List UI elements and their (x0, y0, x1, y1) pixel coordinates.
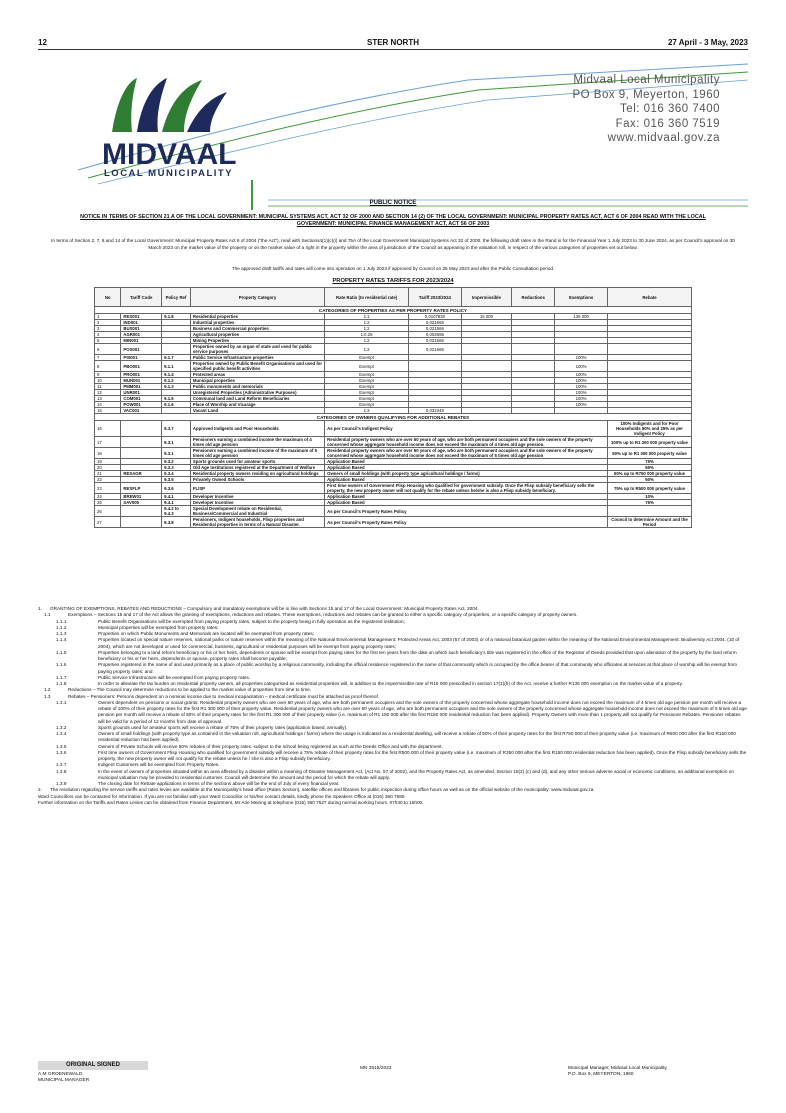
table-cell: 4 (95, 332, 121, 338)
table-cell: 50% up to R750 000 property value (608, 471, 692, 477)
table-cell: 0,021566 (409, 320, 462, 326)
column-header: Impermissible (461, 288, 511, 307)
paragraph-number: 1.1.2 (56, 624, 67, 630)
newspaper-header (38, 36, 748, 50)
table-cell: BREW01 (121, 494, 162, 500)
body-paragraph (38, 769, 748, 782)
table-cell: 9.3.8 (162, 517, 191, 528)
table-row (95, 361, 692, 372)
category-label: CATEGORIES OF PROPERTIES AS PER PROPERTY RATES POLICY (95, 307, 692, 314)
paragraph-number: 1.3.1 (56, 699, 67, 705)
table-cell: Mining Properties (190, 338, 324, 344)
table-cell: 9.1.8 (162, 314, 191, 320)
category-row (95, 307, 692, 314)
notice-heading: NOTICE IN TERMS OF SECTION 21 A OF THE LOCAL GOVERNMENT: MUNICIPAL SYSTEMS ACT, ACT 32 OF 2000 AND SECTION 14 (2) OF THE LOCAL GOVERNMENT: MUNICIPAL PROPERTY RATES ACT, ACT 6 OF 2004 READ WITH THE LOCAL GOVERNMENT: MUNICIPAL FINANCE MANAGEMENT ACT, ACT 56 OF 2003 (80, 214, 706, 228)
table-cell: 9.4.2 to 9.4.3 (162, 506, 191, 517)
paragraph-text: Public Service Infrastructure will be exempted from paying property rates. (98, 674, 251, 680)
table-cell: 9.1.6 (162, 402, 191, 408)
paragraph-number: 1.1.5 (56, 649, 67, 655)
paragraph-number: 1.3.7 (56, 762, 67, 768)
paragraph-number: 1.1.7 (56, 674, 67, 680)
table-cell: MUN001 (121, 378, 162, 384)
category-label: CATEGORIES OF OWNERS QUALIFYING FOR ADDITIONAL REBATES (95, 414, 692, 421)
column-header: Property Category (190, 288, 324, 307)
table-cell: 19 (95, 459, 121, 465)
table-cell: 3 (95, 326, 121, 332)
table-cell (409, 361, 462, 372)
table-cell: 20 (95, 465, 121, 471)
table-cell: 16 (95, 421, 121, 437)
paragraph-text: The resolution regarding the service tariffs and rates levies are available at the Municipality's head office (Rates Section), satellite offices and libraries for public inspection during office hours as well as on the official website of the municipality: www.midvaal.gov.za. (50, 787, 595, 793)
paragraph-number: 1.1.6 (56, 662, 67, 668)
table-cell: RESAGR (121, 471, 162, 477)
table-cell: 0,021566 (409, 326, 462, 332)
table-cell (608, 506, 692, 517)
table-cell: 9.3.1 (162, 437, 191, 448)
table-cell: POS001 (121, 344, 162, 355)
table-cell: Agricultural properties (190, 332, 324, 338)
paragraph-text: Owners dependent on pensions or social grants: Residential property owners who are over 60 years of age, who are both permanent occupiers and the sole owners of the property concerned whose aggregate household income does not exceed the maximum of 4 times old age pension per month will receive a rebate of 100% of their property rates for the first R1 300 000 of their property value. Residential property owners who are over 60 years of age, who are both permanent occupiers and the sole owners of the property concerned whose aggregate household income does not exceed the maximum of 5 times old age pension per month will receive a rebate of 50% of their property rates for the first R1 300 000 of their property value (i.e. maximum of R1 150 000 after the first R150 000 residential reduction has been applied). Property Owners with more than 1 property will not qualify for Pensioner Rebates. Pensioner rebates will be valid for a period of 12 months from date of approval. (98, 699, 747, 724)
table-cell: 27 (95, 517, 121, 528)
table-cell (608, 344, 692, 355)
logo-mark-icon (92, 70, 262, 190)
table-row (95, 421, 692, 437)
table-cell: 9.3.2 (162, 459, 191, 465)
table-cell: UNR001 (121, 390, 162, 396)
signer (38, 1072, 89, 1084)
paragraph-text: In the event of owners of properties situated within an area affected by a disaster within a meaning of Disaster Management Act, (Act No. 57 of 2002), and the Property Rates Act, as amended, Section 15(2) (c) and (d), and any other serious adverse social or economic conditions, an additional exemption on municipal valuation may be provided to residential customer. Council will determine the amount and the period for which the rebate will apply. (98, 768, 734, 780)
column-header: Reductions (512, 288, 555, 307)
table-cell: AGR001 (121, 332, 162, 338)
table-cell: COM001 (121, 396, 162, 402)
column-header: Rate Ratio (to residential rate) (325, 288, 409, 307)
table-cell: 9.4.1 (162, 500, 191, 506)
paragraph-number: 1.1.3 (56, 631, 67, 636)
table-cell: 8 (95, 361, 121, 372)
column-header: Exemptions (555, 288, 608, 307)
paragraph-number: 1.3.2 (56, 724, 67, 730)
paragraph-text: Exemptions – Sections 15 and 17 of the Act allows the granting of exemptions, reductions and rebates. These exemptions, reductions and rebates can be granted to either a specific category of properties, or a specific category of property owners. (68, 612, 578, 618)
table-cell: 9.3.1 (162, 448, 191, 459)
table-cell: As per Council's Indigent Policy (325, 421, 608, 437)
municipality-address (572, 73, 720, 146)
table-cell: 100% up to R1 300 000 property value (608, 437, 692, 448)
table-body (95, 307, 692, 528)
table-cell: 0,021566 (409, 338, 462, 344)
rates-table (94, 287, 692, 528)
table-cell: 0,032349 (409, 408, 462, 414)
table-cell: 9.3.3 (162, 465, 191, 471)
table-cell: 5 (95, 338, 121, 344)
column-header: Policy Ref (162, 288, 191, 307)
table-cell: PSI001 (121, 355, 162, 361)
table-cell: Application Based (325, 494, 608, 500)
table-cell: Application Based (325, 459, 608, 465)
table-cell: First time owners of Government Flisp Housing who qualified for government subsidy. Once the Flisp subsidy beneficiary sells the property, the new property owner will not qualify for the rebate unless he/she is also a Flisp subsidy beneficiary. (325, 483, 608, 494)
table-cell: Application Based (325, 477, 608, 483)
table-cell (121, 517, 162, 528)
paragraph-text: First time owners of Government Flisp Housing who qualified for government subsidy will receive a 75% rebate of their property rates for the first R500 000 of their property value (i.e. maximum of R350 000 after the first R150 000 residential reduction has been applied). Once the Flisp subsidy beneficiary sells the property, the new property owner will not qualify for the rebate unless he / she is also a Flisp subsidy beneficiary. (98, 749, 747, 761)
table-cell: 9.1.4 (162, 372, 191, 378)
body-paragraph (38, 637, 748, 650)
page-number: 12 (38, 38, 47, 47)
body-paragraph (38, 700, 748, 725)
table-cell: Pensioners earning a combined income the maximum of 4 times old age pension (190, 437, 324, 448)
municipality-logo (92, 70, 262, 190)
table-row (95, 448, 692, 459)
table-cell: 10 (95, 378, 121, 384)
paragraph-number: 1.3.4 (56, 731, 67, 736)
table-cell: 6 (95, 344, 121, 355)
table-cell: 9.1.3 (162, 384, 191, 390)
table-cell: BUS001 (121, 326, 162, 332)
table-cell (608, 361, 692, 372)
address-line: www.midvaal.gov.za (607, 132, 720, 144)
paragraph-text: Properties located on special nature reserves, national parks or nature reserves within the meaning of the National Environmental Management: Protected Areas Act, 2003 (57 of 2003) or of a national botanical garden within the meaning of the National Environmental Management: Biodiversity Act 2004, (10 of 2004), which are not developed or used for commercial, business, agricultural or residential purposes will be exempt from paying property rates; (98, 637, 740, 649)
paragraph-text: Reductions – The Council may determine reductions to be applied to the market value of properties from time to time. (68, 687, 312, 693)
table-cell: Residential properties (190, 314, 324, 320)
table-cell: Properties owned by Public Benefit Organisations and used for specified public benefit activities (190, 361, 324, 372)
table-cell: Business and Commercial properties (190, 326, 324, 332)
paragraph-text: Indigent Customers will be exempted from Property Rates. (98, 762, 220, 768)
table-row (95, 344, 692, 355)
table-cell: 1:1 (325, 314, 409, 320)
paragraph-number: 1.1.4 (56, 637, 67, 643)
table-cell: FLISP (190, 483, 324, 494)
paragraph-text: In order to alleviate the tax burden on residential property owners, all properties categorised as residential properties will, in addition to the impermissible rate of R15 000 prescribed in section 17(1)(h) of the Act, receive a further R135 000 exemption on the market value of a property. (98, 681, 683, 686)
signer-title: MUNICIPAL MANAGER (38, 1078, 90, 1083)
table-cell: 12 (95, 390, 121, 396)
table-cell: 11 (95, 384, 121, 390)
table-cell: 9.4.1 (162, 494, 191, 500)
table-cell: 75% (608, 500, 692, 506)
paragraph-number: 1.1 (44, 612, 51, 618)
table-cell: PBO001 (121, 361, 162, 372)
table-cell: 1:2 (325, 344, 409, 355)
table-cell: 135 000 (555, 314, 608, 320)
table-cell: Application Based (325, 500, 608, 506)
table-cell: SAV005 (121, 500, 162, 506)
table-cell: RES001 (121, 314, 162, 320)
paragraph-text: Owners of Private Schools will receive 50% rebates of their property rates, subject to the school being registered as such at the Deeds Office and with the department. (98, 743, 443, 749)
table-cell (512, 344, 555, 355)
paragraph-text: Properties registered in the name of and used primarily as a place of public worship by a religious community, including the official residence registered in the name of that community which is occupied by the office bearer of that community who officiates at services at that place of worship will be exempt from paying property rates; and (98, 662, 738, 674)
mm-line: Municipal Manager, Midvaal Local Municipality, (568, 1066, 668, 1071)
table-cell (121, 421, 162, 437)
table-cell: MIN001 (121, 338, 162, 344)
table-cell: 50% (608, 477, 692, 483)
column-header: Rebate (608, 288, 692, 307)
table-cell: Developer Incentive (190, 494, 324, 500)
table-cell: Properties owned by an organ of state and used for public service purposes (190, 344, 324, 355)
table-cell: 9.3.5 (162, 477, 191, 483)
table-cell: Application Based (325, 465, 608, 471)
table-cell: 1:0.25 (325, 332, 409, 338)
table-cell: 50% up to R1 300 000 property value (608, 448, 692, 459)
table-cell: 100% (555, 372, 608, 378)
paragraph-number: 1.3.8 (56, 768, 67, 774)
body-paragraph (38, 662, 748, 675)
table-cell: Owners of small holdings (with property type agricultural holdings / farms) (325, 471, 608, 477)
paragraph-number: 1.3.9 (56, 781, 67, 786)
table-cell: IND001 (121, 320, 162, 326)
paragraph-number: 1.1.8 (56, 681, 67, 686)
table-cell: 17 (95, 437, 121, 448)
table-cell: 75% up to R500 000 property value (608, 483, 692, 494)
table-cell: Special Development rebate on Residential, Business/Commercial and Industrial (190, 506, 324, 517)
table-cell: 13 (95, 396, 121, 402)
paragraph-text: Public Benefit Organisations will be exempted from paying property rates, subject to the property being in fully operation as the registered institution; (98, 618, 405, 624)
table-row (95, 506, 692, 517)
mm-line: P.O. Box 9, MEYERTON, 1960 (568, 1072, 634, 1077)
table-cell: 100% (555, 355, 608, 361)
table-cell: 2 (95, 320, 121, 326)
paragraph-number: 1. (38, 606, 42, 611)
table-cell: 65% (608, 465, 692, 471)
table-cell: 15 000 (461, 314, 511, 320)
table-cell: 15 (95, 408, 121, 414)
paragraph-text: Municipal properties will be exempted from property rates; (98, 624, 219, 630)
intro-paragraph: In terms of Section 2, 7, 8 and 14 of the Local Government: Municipal Property Rates Act 6 of 2004 ("the Act"), read with Sections4(1)(c)(i) and 75A of the Local Government Municipal Systems Act 32 of 2000, the following draft rates in the Rand is for the Financial Year 1 July 2023 to 30 June 2024, as per Council's approval on 30 March 2023 on the market value of the property or on the market value of a right in the property within the area of jurisdiction of the Council as appearing in the valuation roll, in respect of the various categories of properties set out below. (51, 238, 735, 250)
table-header-row (95, 288, 692, 307)
table-cell: Protected areas (190, 372, 324, 378)
contact-line: Ward Councillors can be contacted for information. If you are not familiar with your Ward Councillor or his/her contact details, kindly phone the Speakers Office at (016) 360 7680. (38, 793, 406, 799)
paragraph-text: Sports grounds used for amateur sports will receive a rebate of 75% of their property rates (application based, annually). (98, 724, 348, 730)
table-cell: Developer Incentive (190, 500, 324, 506)
table-cell: 10% (608, 494, 692, 500)
paragraph-number: 1.3.6 (56, 749, 67, 755)
table-cell: Pensioners earning a combined income of the maximum of 5 times old age pension (190, 448, 324, 459)
notice-title: PUBLIC NOTICE (369, 200, 417, 206)
paragraph-number: 1.3 (44, 693, 51, 699)
table-cell: 25 (95, 500, 121, 506)
paragraph-number: 2. (38, 787, 42, 793)
table-cell: 7 (95, 355, 121, 361)
table-cell: Approved Indigents and Poor Households (190, 421, 324, 437)
address-line: Midvaal Local Municipality (573, 74, 720, 86)
table-cell: Council to determine Amount and the Period (608, 517, 692, 528)
table-title: PROPERTY RATES TARIFFS FOR 2023/2024 (332, 278, 454, 284)
table-cell: 9.1.2 (162, 378, 191, 384)
table-cell (512, 361, 555, 372)
table-cell (121, 437, 162, 448)
table-cell: 9.1.7 (162, 355, 191, 361)
table-cell: Exempt (325, 372, 409, 378)
table-cell: 22 (95, 477, 121, 483)
table-cell: 100% (555, 384, 608, 390)
table-cell: Exempt (325, 384, 409, 390)
table-cell: 1 (95, 314, 121, 320)
signer-name: A.M GROENEWALD (38, 1072, 83, 1077)
contact-line: Further information on the Tariffs and Rates Levies can be obtained from Finance Department, Mr Arie Meiring at telephone (016) 360 7527 during normal working hours, 07h30 to 16h00. (38, 799, 424, 805)
table-cell: Exempt (325, 361, 409, 372)
table-cell: 100% Indigents and for Poor Households 50% and 25% as per Indigent Policy (608, 421, 692, 437)
table-cell: Unregistered Properties (Administrative Purposes) (190, 390, 324, 396)
body-paragraph (38, 787, 748, 793)
table-cell: Vacant Land (190, 408, 324, 414)
table-cell: 1:2 (325, 326, 409, 332)
table-cell: 0,0107830 (409, 314, 462, 320)
table-cell: 9.1.5 (162, 396, 191, 402)
table-cell: 9.3.6 (162, 483, 191, 494)
logo-text: MIDVAAL (102, 138, 237, 171)
table-cell: 9.3.4 (162, 471, 191, 477)
table-cell: Industrial properties (190, 320, 324, 326)
table-cell: 1:3 (325, 408, 409, 414)
table-cell: 75% (608, 459, 692, 465)
table-cell: VAC001 (121, 408, 162, 414)
paragraph-number: 1.1.1 (56, 618, 67, 624)
table-row (95, 437, 692, 448)
table-cell (162, 344, 191, 355)
table-cell: PRO001 (121, 372, 162, 378)
table-cell: Old Age Institutions registered at the Department of Welfare (190, 465, 324, 471)
table-cell: 100% (555, 378, 608, 384)
issue-date: 27 April - 3 May, 2023 (667, 38, 748, 47)
table-cell: Sports grounds used for amateur sports (190, 459, 324, 465)
table-cell: As per Council's Property Rates Policy (325, 506, 608, 517)
table-cell: Privately Owned Schools (190, 477, 324, 483)
address-line: Tel: 016 360 7400 (620, 103, 720, 115)
table-cell (121, 506, 162, 517)
table-cell: 0,002696 (409, 332, 462, 338)
column-header: Tariff Code (121, 288, 162, 307)
table-cell: 9 (95, 372, 121, 378)
table-cell: Public monuments and memorials (190, 384, 324, 390)
paragraph-text: Rebates – Pensioners: Persons dependent on a nominal income due to medical incapacitation – medical certificate must be attached as proof thereof. (68, 693, 380, 699)
table-cell: 23 (95, 483, 121, 494)
table-cell: Exempt (325, 378, 409, 384)
table-cell: RESFLP (121, 483, 162, 494)
table-cell: Residential property owners who are over 60 years of age, who are both permanent occupiers and the sole owners of the property concerned whose aggregate household income does not exceed the maximum of 4 times old age pension. (325, 437, 608, 448)
body-paragraph (38, 750, 748, 763)
paragraph-text: Owners of small holdings (with property type as contained in the valuation roll, agricultural holdings / farms) where the usage is indicated as a residential dwelling, will receive a rebate of 50% of their property rates for the first R750 000 of their property value (i.e. maximum of R600 000 after the first R150 000 residential reduction has been applied). (98, 731, 736, 743)
paragraph-number: 1.3.5 (56, 743, 67, 749)
table-cell: POW001 (121, 402, 162, 408)
intro-paragraph-2: The approved draft tariffs and rates will come into operation on 1 July 2023 if approved by Council on 25 May 2023 and after the Public Consultation period. (231, 266, 555, 271)
table-cell: 14 (95, 402, 121, 408)
paragraph-number: 1.2 (44, 687, 51, 693)
table-cell: 100% (555, 396, 608, 402)
body-paragraph (38, 731, 748, 744)
table-cell: 0,021566 (409, 344, 462, 355)
table-cell: As per Council's Property Rates Policy (325, 517, 608, 528)
table-cell: 1:2 (325, 320, 409, 326)
table-cell: 1:2 (325, 338, 409, 344)
paragraph-text: Properties belonging to a land reform beneficiary or his or her heirs, dependents or spouse will be exempt from paying rates for the first ten years from the date on which such beneficiary's title was registered in the office of the Registrar of Deeds provided that upon alienation of the property by the land reform beneficiary or his or her heirs, dependents or spouse, property rates shall become payable; (98, 649, 737, 661)
table-cell: PMM001 (121, 384, 162, 390)
table-row (95, 517, 692, 528)
table-cell: 9.3.7 (162, 421, 191, 437)
table-cell: 21 (95, 471, 121, 477)
table-cell: Exempt (325, 402, 409, 408)
table-cell (121, 448, 162, 459)
table-cell: Communal land and Land Reform Beneficiaries (190, 396, 324, 402)
column-header: No (95, 288, 121, 307)
table-cell: Public Service Infrastructure properties (190, 355, 324, 361)
notice-number: MN 3515/2023 (360, 1066, 392, 1071)
table-row (95, 483, 692, 494)
paragraph-text: GRANTING OF EXEMPTIONS, REBATES AND REDUCTIONS – Compulsory and mandatory exemptions will be in line with Sections 15 and 17 of the Local Government: Municipal Property Rates Act, 2004. (50, 606, 479, 611)
table-cell: Residential property owners residing on agricultural holdings (190, 471, 324, 477)
table-cell (461, 344, 511, 355)
table-cell (555, 344, 608, 355)
table-cell: Place of Worship and Vicarage (190, 402, 324, 408)
signed-banner: ORIGINAL SIGNED (38, 1061, 148, 1070)
table-cell: Residential property owners who are over 60 years of age, who are both permanent occupiers and the sole owners of the property concerned whose aggregate household income does not exceed the maximum of 5 times old age pension (325, 448, 608, 459)
table-cell: 100% (555, 402, 608, 408)
logo-tagline: LOCAL MUNICIPALITY (104, 168, 234, 179)
table-cell: 24 (95, 494, 121, 500)
address-line: PO Box 9, Meyerton, 1960 (572, 88, 720, 101)
table-cell: 18 (95, 448, 121, 459)
category-row (95, 414, 692, 421)
address-line: Fax: 016 360 7519 (615, 117, 720, 130)
paragraph-text: Properties on which Public Monuments and Memorials are located will be exempted from property rates; (98, 631, 314, 636)
table-cell: Municipal properties (190, 378, 324, 384)
table-cell (461, 361, 511, 372)
table-cell: Exempt (325, 355, 409, 361)
table-cell: Pensioners, Indigent households, Flisp properties and Residential properties in terms of a Natural Disaster. (190, 517, 324, 528)
column-header: Tariff 2023/2024 (409, 288, 462, 307)
notice-body (38, 606, 748, 806)
table-cell: Exempt (325, 390, 409, 396)
mm-address (568, 1066, 668, 1078)
table-cell: Exempt (325, 396, 409, 402)
table-cell: 9.1.1 (162, 361, 191, 372)
body-paragraph (38, 650, 748, 663)
newspaper-name: STER NORTH (367, 38, 419, 47)
table-cell: 100% (555, 361, 608, 372)
paragraph-text: The closing date for Rebate applications in terms of the sections above will be the end of July of every financial year. (98, 781, 340, 786)
table-cell: 100% (555, 390, 608, 396)
table-cell: 26 (95, 506, 121, 517)
